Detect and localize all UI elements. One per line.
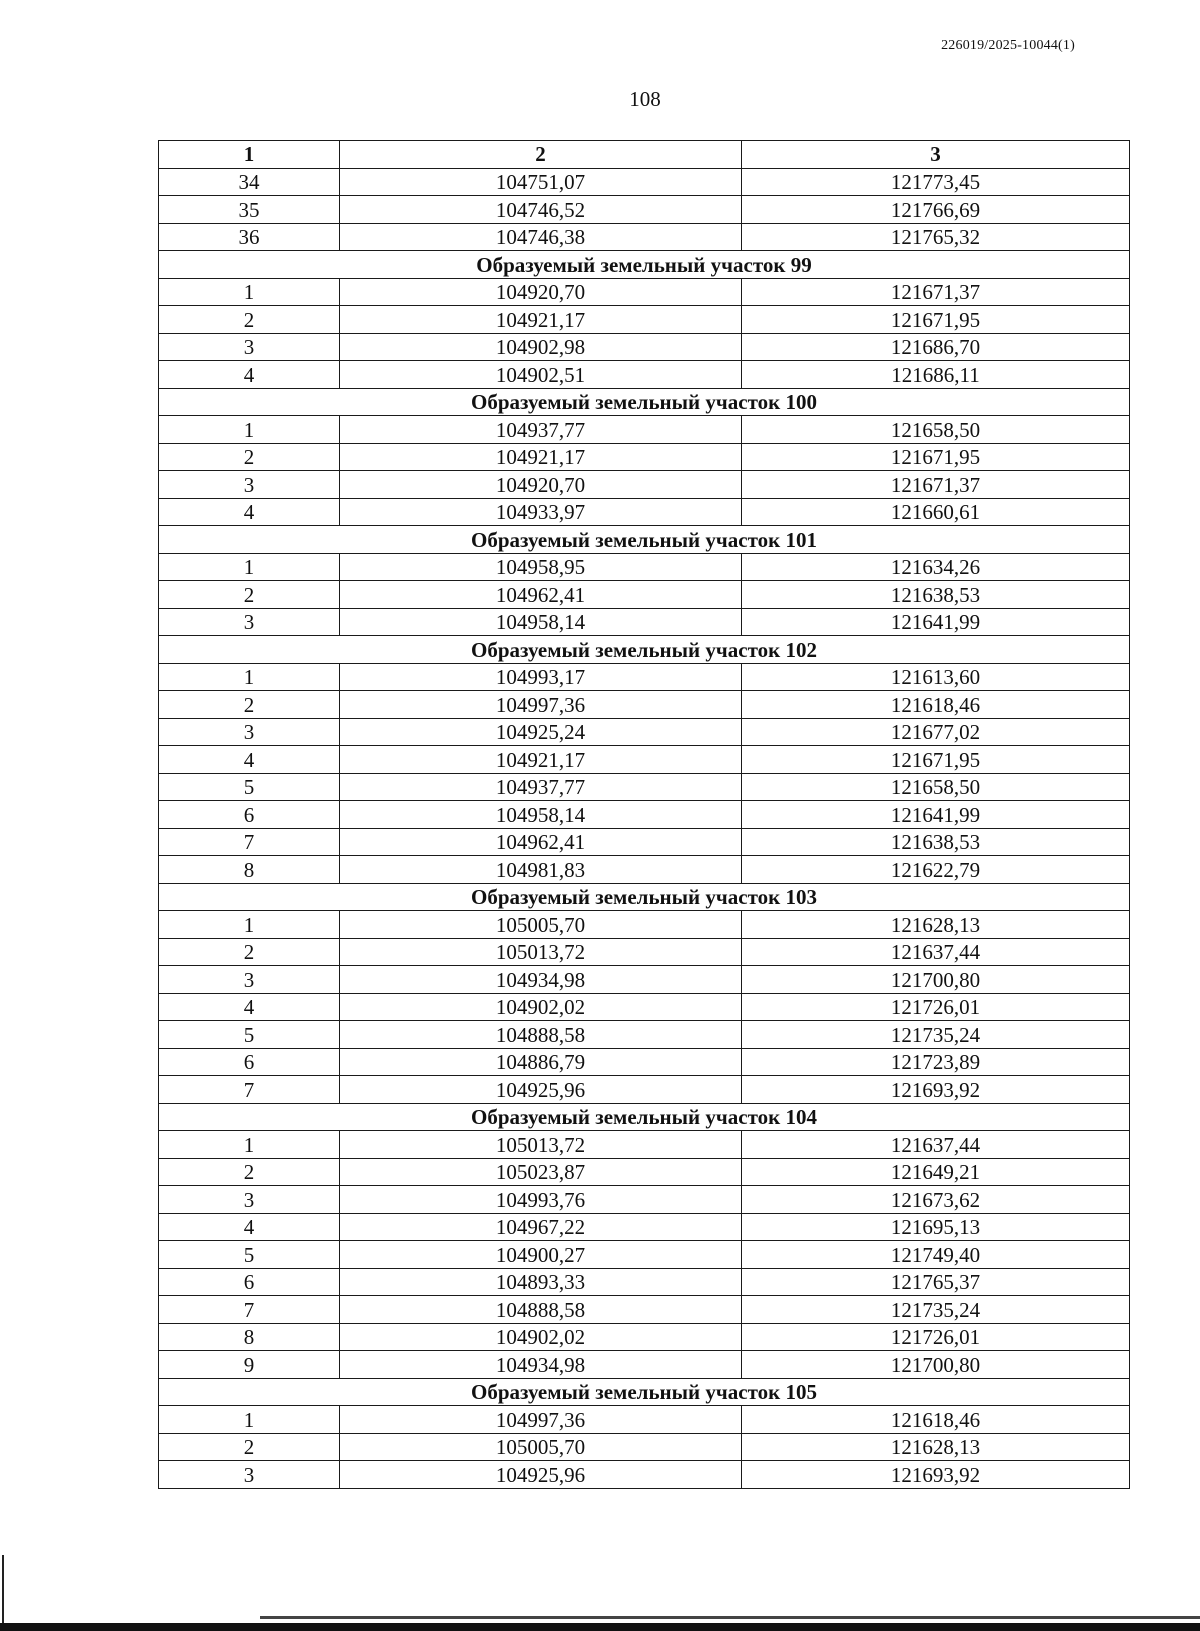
point-number-cell: 6 <box>159 1048 340 1076</box>
x-coordinate-cell: 104958,14 <box>340 608 742 636</box>
table-row <box>159 663 1130 691</box>
point-number-cell: 3 <box>159 471 340 499</box>
y-coordinate-cell: 121637,44 <box>742 1131 1130 1159</box>
y-coordinate-cell: 121673,62 <box>742 1186 1130 1214</box>
table-row <box>159 498 1130 526</box>
table-row <box>159 801 1130 829</box>
table-row <box>159 361 1130 389</box>
table-row <box>159 608 1130 636</box>
x-coordinate-cell: 104993,76 <box>340 1186 742 1214</box>
header-cell-y: 3 <box>742 141 1130 169</box>
table-row <box>159 306 1130 334</box>
table-row <box>159 553 1130 581</box>
y-coordinate-cell: 121700,80 <box>742 966 1130 994</box>
point-number-cell: 34 <box>159 168 340 196</box>
point-number-cell: 35 <box>159 196 340 224</box>
x-coordinate-cell: 104997,36 <box>340 1406 742 1434</box>
table-row <box>159 773 1130 801</box>
point-number-cell: 2 <box>159 1433 340 1461</box>
y-coordinate-cell: 121765,32 <box>742 223 1130 251</box>
table-row <box>159 471 1130 499</box>
table-row <box>159 1461 1130 1489</box>
x-coordinate-cell: 104746,38 <box>340 223 742 251</box>
point-number-cell: 1 <box>159 278 340 306</box>
x-coordinate-cell: 104920,70 <box>340 471 742 499</box>
point-number-cell: 2 <box>159 691 340 719</box>
section-title: Образуемый земельный участок 99 <box>159 251 1130 279</box>
section-header-row <box>159 636 1130 664</box>
table-row <box>159 1021 1130 1049</box>
x-coordinate-cell: 104893,33 <box>340 1268 742 1296</box>
point-number-cell: 1 <box>159 1406 340 1434</box>
table-row <box>159 746 1130 774</box>
table-row <box>159 966 1130 994</box>
table-row <box>159 333 1130 361</box>
x-coordinate-cell: 104902,51 <box>340 361 742 389</box>
point-number-cell: 4 <box>159 1213 340 1241</box>
document-id: 226019/2025-10044(1) <box>941 38 1075 53</box>
y-coordinate-cell: 121671,37 <box>742 278 1130 306</box>
y-coordinate-cell: 121671,37 <box>742 471 1130 499</box>
table-row <box>159 1048 1130 1076</box>
y-coordinate-cell: 121638,53 <box>742 581 1130 609</box>
x-coordinate-cell: 104962,41 <box>340 828 742 856</box>
y-coordinate-cell: 121618,46 <box>742 1406 1130 1434</box>
x-coordinate-cell: 104937,77 <box>340 416 742 444</box>
x-coordinate-cell: 104886,79 <box>340 1048 742 1076</box>
y-coordinate-cell: 121773,45 <box>742 168 1130 196</box>
page-number: 108 <box>629 87 661 111</box>
x-coordinate-cell: 104997,36 <box>340 691 742 719</box>
table-row <box>159 1131 1130 1159</box>
table-row <box>159 938 1130 966</box>
section-header-row <box>159 526 1130 554</box>
y-coordinate-cell: 121628,13 <box>742 911 1130 939</box>
point-number-cell: 2 <box>159 1158 340 1186</box>
scan-edge-mark <box>2 1555 4 1631</box>
y-coordinate-cell: 121658,50 <box>742 773 1130 801</box>
x-coordinate-cell: 104925,24 <box>340 718 742 746</box>
x-coordinate-cell: 104958,95 <box>340 553 742 581</box>
x-coordinate-cell: 104934,98 <box>340 966 742 994</box>
section-header-row <box>159 1378 1130 1406</box>
point-number-cell: 6 <box>159 1268 340 1296</box>
y-coordinate-cell: 121618,46 <box>742 691 1130 719</box>
point-number-cell: 4 <box>159 746 340 774</box>
x-coordinate-cell: 104937,77 <box>340 773 742 801</box>
x-coordinate-cell: 104920,70 <box>340 278 742 306</box>
y-coordinate-cell: 121726,01 <box>742 1323 1130 1351</box>
x-coordinate-cell: 104746,52 <box>340 196 742 224</box>
point-number-cell: 7 <box>159 1296 340 1324</box>
point-number-cell: 6 <box>159 801 340 829</box>
x-coordinate-cell: 105013,72 <box>340 1131 742 1159</box>
x-coordinate-cell: 104888,58 <box>340 1296 742 1324</box>
x-coordinate-cell: 104925,96 <box>340 1461 742 1489</box>
table-row <box>159 856 1130 884</box>
x-coordinate-cell: 104933,97 <box>340 498 742 526</box>
point-number-cell: 4 <box>159 498 340 526</box>
section-title: Образуемый земельный участок 104 <box>159 1103 1130 1131</box>
y-coordinate-cell: 121671,95 <box>742 443 1130 471</box>
y-coordinate-cell: 121628,13 <box>742 1433 1130 1461</box>
table-row <box>159 1406 1130 1434</box>
y-coordinate-cell: 121613,60 <box>742 663 1130 691</box>
point-number-cell: 8 <box>159 856 340 884</box>
point-number-cell: 9 <box>159 1351 340 1379</box>
y-coordinate-cell: 121693,92 <box>742 1076 1130 1104</box>
table-row <box>159 691 1130 719</box>
point-number-cell: 7 <box>159 828 340 856</box>
table-row <box>159 168 1130 196</box>
point-number-cell: 5 <box>159 1021 340 1049</box>
x-coordinate-cell: 104902,02 <box>340 993 742 1021</box>
point-number-cell: 7 <box>159 1076 340 1104</box>
point-number-cell: 1 <box>159 663 340 691</box>
x-coordinate-cell: 104921,17 <box>340 746 742 774</box>
x-coordinate-cell: 104902,98 <box>340 333 742 361</box>
section-title: Образуемый земельный участок 101 <box>159 526 1130 554</box>
point-number-cell: 1 <box>159 911 340 939</box>
coordinates-table-body <box>159 141 1130 1489</box>
section-header-row <box>159 883 1130 911</box>
section-title: Образуемый земельный участок 105 <box>159 1378 1130 1406</box>
x-coordinate-cell: 104962,41 <box>340 581 742 609</box>
y-coordinate-cell: 121658,50 <box>742 416 1130 444</box>
y-coordinate-cell: 121735,24 <box>742 1296 1130 1324</box>
table-row <box>159 1213 1130 1241</box>
y-coordinate-cell: 121723,89 <box>742 1048 1130 1076</box>
x-coordinate-cell: 105023,87 <box>340 1158 742 1186</box>
y-coordinate-cell: 121700,80 <box>742 1351 1130 1379</box>
coordinates-table <box>158 140 1130 1489</box>
table-row <box>159 1351 1130 1379</box>
x-coordinate-cell: 104925,96 <box>340 1076 742 1104</box>
table-row <box>159 1268 1130 1296</box>
table-row <box>159 278 1130 306</box>
x-coordinate-cell: 105005,70 <box>340 1433 742 1461</box>
point-number-cell: 5 <box>159 773 340 801</box>
section-title: Образуемый земельный участок 103 <box>159 883 1130 911</box>
y-coordinate-cell: 121766,69 <box>742 196 1130 224</box>
scan-bottom-border <box>0 1623 1200 1631</box>
y-coordinate-cell: 121671,95 <box>742 746 1130 774</box>
y-coordinate-cell: 121726,01 <box>742 993 1130 1021</box>
point-number-cell: 1 <box>159 1131 340 1159</box>
y-coordinate-cell: 121641,99 <box>742 801 1130 829</box>
point-number-cell: 3 <box>159 966 340 994</box>
section-title: Образуемый земельный участок 100 <box>159 388 1130 416</box>
point-number-cell: 3 <box>159 718 340 746</box>
table-row <box>159 718 1130 746</box>
table-row <box>159 1158 1130 1186</box>
point-number-cell: 2 <box>159 938 340 966</box>
x-coordinate-cell: 104751,07 <box>340 168 742 196</box>
x-coordinate-cell: 104993,17 <box>340 663 742 691</box>
table-row <box>159 911 1130 939</box>
scan-artifact-line <box>260 1616 1200 1619</box>
x-coordinate-cell: 105013,72 <box>340 938 742 966</box>
y-coordinate-cell: 121660,61 <box>742 498 1130 526</box>
y-coordinate-cell: 121649,21 <box>742 1158 1130 1186</box>
table-row <box>159 581 1130 609</box>
y-coordinate-cell: 121637,44 <box>742 938 1130 966</box>
x-coordinate-cell: 104888,58 <box>340 1021 742 1049</box>
table-row <box>159 1186 1130 1214</box>
table-row <box>159 828 1130 856</box>
point-number-cell: 3 <box>159 608 340 636</box>
point-number-cell: 1 <box>159 553 340 581</box>
table-row <box>159 993 1130 1021</box>
point-number-cell: 4 <box>159 361 340 389</box>
table-row <box>159 1323 1130 1351</box>
point-number-cell: 3 <box>159 1461 340 1489</box>
x-coordinate-cell: 104900,27 <box>340 1241 742 1269</box>
table-row <box>159 196 1130 224</box>
table-header-row <box>159 141 1130 169</box>
table-row <box>159 1296 1130 1324</box>
y-coordinate-cell: 121735,24 <box>742 1021 1130 1049</box>
point-number-cell: 8 <box>159 1323 340 1351</box>
x-coordinate-cell: 105005,70 <box>340 911 742 939</box>
y-coordinate-cell: 121693,92 <box>742 1461 1130 1489</box>
section-header-row <box>159 251 1130 279</box>
x-coordinate-cell: 104967,22 <box>340 1213 742 1241</box>
table-row <box>159 1076 1130 1104</box>
point-number-cell: 2 <box>159 443 340 471</box>
x-coordinate-cell: 104902,02 <box>340 1323 742 1351</box>
point-number-cell: 4 <box>159 993 340 1021</box>
y-coordinate-cell: 121765,37 <box>742 1268 1130 1296</box>
table-row <box>159 223 1130 251</box>
table-row <box>159 416 1130 444</box>
point-number-cell: 1 <box>159 416 340 444</box>
point-number-cell: 3 <box>159 1186 340 1214</box>
x-coordinate-cell: 104958,14 <box>340 801 742 829</box>
header-cell-point-number: 1 <box>159 141 340 169</box>
point-number-cell: 2 <box>159 306 340 334</box>
header-cell-x: 2 <box>340 141 742 169</box>
y-coordinate-cell: 121638,53 <box>742 828 1130 856</box>
section-header-row <box>159 1103 1130 1131</box>
y-coordinate-cell: 121671,95 <box>742 306 1130 334</box>
section-title: Образуемый земельный участок 102 <box>159 636 1130 664</box>
x-coordinate-cell: 104921,17 <box>340 306 742 334</box>
y-coordinate-cell: 121686,11 <box>742 361 1130 389</box>
table-row <box>159 1241 1130 1269</box>
point-number-cell: 5 <box>159 1241 340 1269</box>
x-coordinate-cell: 104921,17 <box>340 443 742 471</box>
point-number-cell: 3 <box>159 333 340 361</box>
x-coordinate-cell: 104981,83 <box>340 856 742 884</box>
table-row <box>159 1433 1130 1461</box>
x-coordinate-cell: 104934,98 <box>340 1351 742 1379</box>
point-number-cell: 2 <box>159 581 340 609</box>
table-row <box>159 443 1130 471</box>
y-coordinate-cell: 121695,13 <box>742 1213 1130 1241</box>
y-coordinate-cell: 121686,70 <box>742 333 1130 361</box>
y-coordinate-cell: 121634,26 <box>742 553 1130 581</box>
y-coordinate-cell: 121622,79 <box>742 856 1130 884</box>
section-header-row <box>159 388 1130 416</box>
point-number-cell: 36 <box>159 223 340 251</box>
y-coordinate-cell: 121677,02 <box>742 718 1130 746</box>
y-coordinate-cell: 121641,99 <box>742 608 1130 636</box>
y-coordinate-cell: 121749,40 <box>742 1241 1130 1269</box>
